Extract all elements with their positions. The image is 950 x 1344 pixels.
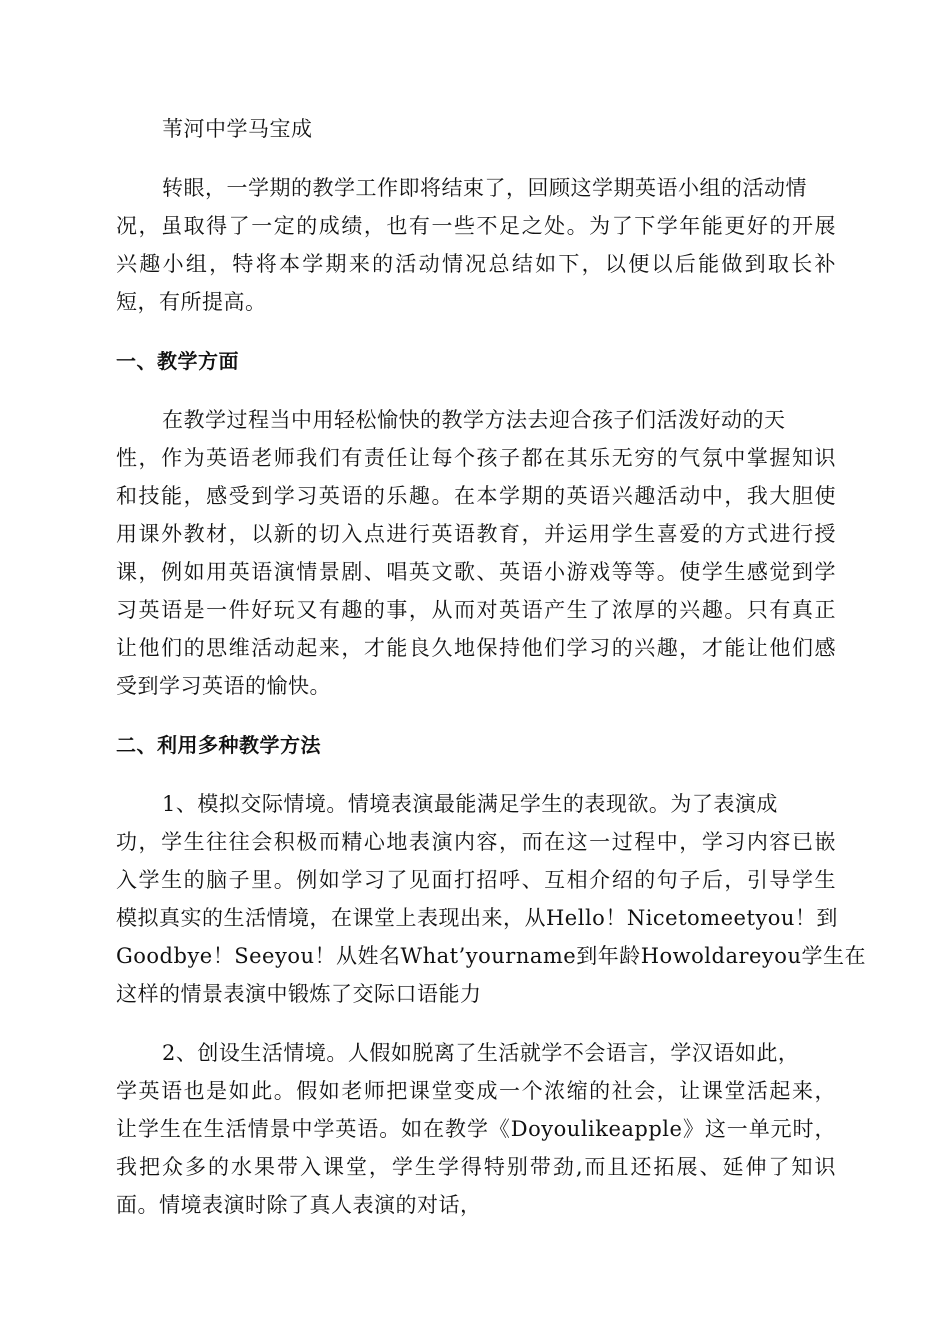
text-line: Goodbye！Seeyou！从姓名What’yourname到年龄Howoldareyou学生在 bbox=[116, 944, 866, 968]
text-line: 用课外教材，以新的切入点进行英语教育，并运用学生喜爱的方式进行授 bbox=[116, 522, 836, 546]
author-line: 苇河中学马宝成 bbox=[162, 117, 313, 141]
text-line: 模拟真实的生活情境，在课堂上表现出来，从Hello！Nicetomeetyou！到 bbox=[116, 906, 838, 930]
document-page bbox=[116, 110, 866, 1224]
text-line: 况，虽取得了一定的成绩，也有一些不足之处。为了下学年能更好的开展 bbox=[116, 214, 836, 238]
text-line: 这样的情景表演中锻炼了交际口语能力 bbox=[116, 982, 482, 1006]
text-line: 课，例如用英语演情景剧、唱英文歌、英语小游戏等等。使学生感觉到学 bbox=[116, 560, 836, 584]
section-heading-teaching: 一、教学方面 bbox=[116, 349, 239, 373]
text-line: 1、模拟交际情境。情境表演最能满足学生的表现欲。为了表演成 bbox=[162, 792, 778, 816]
text-line: 在教学过程当中用轻松愉快的教学方法去迎合孩子们活泼好动的天 bbox=[162, 408, 786, 432]
text-line: 让学生在生活情景中学英语。如在教学《Doyoulikeapple》这一单元时， bbox=[116, 1117, 836, 1141]
text-line: 我把众多的水果带入课堂，学生学得特别带劲,而且还拓展、延伸了知识 bbox=[116, 1155, 836, 1179]
item2-paragraph bbox=[116, 1034, 836, 1224]
text-line: 性，作为英语老师我们有责任让每个孩子都在其乐无穷的气氛中掌握知识 bbox=[116, 446, 836, 470]
intro-paragraph bbox=[116, 169, 836, 321]
text-line: 学英语也是如此。假如老师把课堂变成一个浓缩的社会，让课堂活起来， bbox=[116, 1079, 836, 1103]
text-line: 短，有所提高。 bbox=[116, 290, 267, 314]
text-line: 兴趣小组，特将本学期来的活动情况总结如下，以便以后能做到取长补 bbox=[116, 252, 836, 276]
text-line: 让他们的思维活动起来，才能良久地保持他们学习的兴趣，才能让他们感 bbox=[116, 636, 836, 660]
text-line: 转眼，一学期的教学工作即将结束了，回顾这学期英语小组的活动情 bbox=[162, 176, 807, 200]
text-line: 入学生的脑子里。例如学习了见面打招呼、互相介绍的句子后，引导学生 bbox=[116, 868, 836, 892]
text-line: 习英语是一件好玩又有趣的事，从而对英语产生了浓厚的兴趣。只有真正 bbox=[116, 598, 836, 622]
section1-paragraph bbox=[116, 401, 836, 705]
item1-paragraph bbox=[116, 785, 866, 1013]
text-line: 2、创设生活情境。人假如脱离了生活就学不会语言，学汉语如此， bbox=[162, 1041, 800, 1065]
text-line: 受到学习英语的愉快。 bbox=[116, 674, 331, 698]
text-line: 和技能，感受到学习英语的乐趣。在本学期的英语兴趣活动中，我大胆使 bbox=[116, 484, 836, 508]
section-heading-methods: 二、利用多种教学方法 bbox=[116, 733, 321, 757]
text-line: 功，学生往往会积极而精心地表演内容，而在这一过程中，学习内容已嵌 bbox=[116, 830, 836, 854]
text-line: 面。情境表演时除了真人表演的对话， bbox=[116, 1193, 482, 1217]
